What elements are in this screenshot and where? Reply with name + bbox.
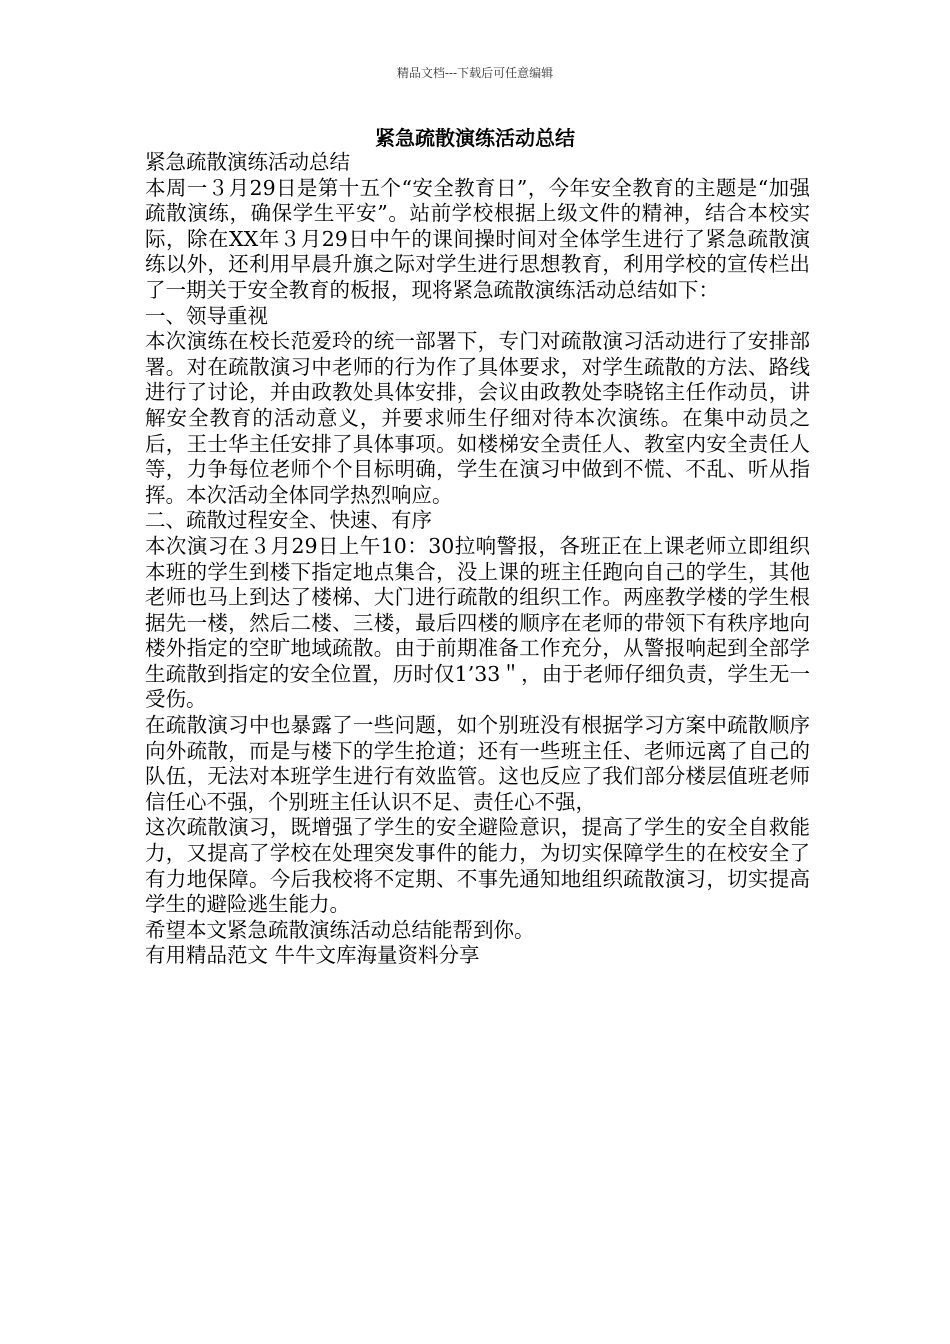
leadership-paragraph: 本次演练在校长范爱玲的统一部署下，专门对疏散演习活动进行了安排部署。对在疏散演习中老师的行为作了具体要求，对学生疏散的方法、路线进行了讨论，并由政教处具体安排，会议由政教处李晓铭主任作动员，讲解安全教育的活动意义，并要求师生仔细对待本次演练。在集中动员之后，王士华主任安排了具体事项。如楼梯安全责任人、教室内安全责任人等，力争每位老师个个目标明确，学生在演习中做到不慌、不乱、听从指挥。本次活动全体同学热烈响应。 <box>145 329 810 507</box>
evacuation-paragraph: 本次演习在３月29日上午10：30拉响警报，各班正在上课老师立即组织本班的学生到楼下指定地点集合，没上课的班主任跑向自己的学生，其他老师也马上到达了楼梯、大门进行疏散的组织工作。两座教学楼的学生根据先一楼，然后二楼、三楼，最后四楼的顺序在老师的带领下有秩序地向楼外指定的空旷地域疏散。由于前期准备工作充分，从警报响起到全部学生疏散到指定的安全位置，历时仅1’33＂，由于老师仔细负责，学生无一受伤。 <box>145 533 810 712</box>
section-heading-leadership: 一、领导重视 <box>145 303 268 328</box>
section-heading-evacuation: 二、疏散过程安全、快速、有序 <box>145 508 432 533</box>
page-header: 精品文档---下载后可任意编辑 <box>396 66 554 80</box>
problems-paragraph: 在疏散演习中也暴露了一些问题，如个别班没有根据学习方案中疏散顺序向外疏散，而是与楼下的学生抢道；还有一些班主任、老师远离了自己的队伍，无法对本班学生进行有效监管。这也反应了我们部分楼层值班老师信任心不强，个别班主任认识不足、责任心不强， <box>145 713 810 814</box>
document-title: 紧急疏散演练活动总结 <box>375 126 575 150</box>
intro-paragraph: 本周一３月29日是第十五个“安全教育日”，今年安全教育的主题是“加强疏散演练，确保学生平安”。站前学校根据上级文件的精神，结合本校实际，除在XX年３月29日中午的课间操时间对全体学生进行了紧急疏散演练以外，还利用早晨升旗之际对学生进行思想教育，利用学校的宣传栏出了一期关于安全教育的板报，现将紧急疏散演练活动总结如下： <box>145 175 810 302</box>
closing-paragraph: 希望本文紧急疏散演练活动总结能帮到你。 <box>145 917 535 942</box>
document-body <box>145 150 810 969</box>
footer-note: 有用精品范文 牛牛文库海量资料分享 <box>145 943 480 968</box>
conclusion-paragraph: 这次疏散演习，既增强了学生的安全避险意识，提高了学生的安全自救能力，又提高了学校在处理突发事件的能力，为切实保障学生的在校安全了有力地保障。今后我校将不定期、不事先通知地组织疏散演习，切实提高学生的避险逃生能力。 <box>145 815 810 917</box>
subtitle-paragraph: 紧急疏散演练活动总结 <box>145 150 350 174</box>
